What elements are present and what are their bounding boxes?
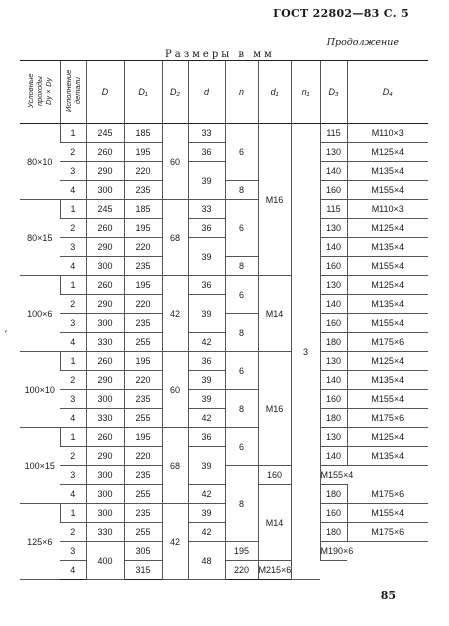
D1-cell: 235 — [124, 314, 162, 333]
D-cell: 260 — [86, 428, 124, 447]
D4-cell: M125×4 — [347, 143, 428, 162]
d-cell: 36 — [188, 428, 225, 447]
d-cell: 39 — [188, 504, 225, 523]
D4-cell: M125×4 — [347, 276, 428, 295]
D1-cell: 235 — [124, 466, 162, 485]
D3-cell: 140 — [320, 295, 347, 314]
table-row — [20, 143, 428, 162]
n-cell: 6 — [225, 276, 258, 314]
D4-cell: M155×4 — [347, 504, 428, 523]
D4-cell: M135×4 — [347, 238, 428, 257]
D1-cell: 235 — [124, 504, 162, 523]
table-row — [20, 542, 428, 561]
D-cell: 300 — [86, 485, 124, 504]
page-number: 85 — [380, 589, 396, 602]
variant-cell: 1 — [60, 124, 86, 143]
header-variant: Исполнение детали — [60, 61, 86, 124]
D3-cell: 140 — [320, 447, 347, 466]
variant-cell: 4 — [60, 333, 86, 352]
D4-cell: M125×4 — [347, 428, 428, 447]
D3-cell: 160 — [258, 466, 291, 485]
dimensions-table — [20, 60, 428, 580]
n-cell: 6 — [225, 124, 258, 181]
table-row — [20, 295, 428, 314]
D-cell: 330 — [86, 523, 124, 542]
D2-cell: 60 — [162, 352, 188, 428]
variant-cell: 1 — [60, 276, 86, 295]
variant-cell: 2 — [60, 295, 86, 314]
d-cell: 39 — [188, 371, 225, 390]
variant-cell: 3 — [60, 314, 86, 333]
table-row — [20, 409, 428, 428]
d-cell: 39 — [188, 390, 225, 409]
D-cell: 260 — [86, 276, 124, 295]
D3-cell: 130 — [320, 352, 347, 371]
D3-cell: 130 — [320, 276, 347, 295]
table-row — [20, 162, 428, 181]
D-cell: 300 — [86, 257, 124, 276]
header-nominal-passages: Условные проходы Dу×Dу — [20, 61, 60, 124]
variant-cell: 3 — [60, 390, 86, 409]
D1-cell: 195 — [124, 219, 162, 238]
variant-cell: 1 — [60, 200, 86, 219]
D3-cell: 130 — [320, 143, 347, 162]
D-cell: 300 — [86, 466, 124, 485]
nominal-passage-cell: 125×6 — [20, 504, 60, 580]
D1-cell: 220 — [124, 295, 162, 314]
nominal-passage-cell: 100×6 — [20, 276, 60, 352]
D1-cell: 185 — [124, 124, 162, 143]
D3-cell: 220 — [225, 561, 258, 580]
variant-cell: 2 — [60, 447, 86, 466]
document-code: ГОСТ 22802—83 С. 5 — [273, 7, 409, 20]
D3-cell: 180 — [320, 409, 347, 428]
D4-cell: M155×4 — [347, 257, 428, 276]
variant-cell: 1 — [60, 352, 86, 371]
variant-cell: 4 — [60, 409, 86, 428]
n-cell: 6 — [225, 428, 258, 466]
n-cell: 8 — [225, 181, 258, 200]
D-cell: 290 — [86, 238, 124, 257]
D4-cell: M215×6 — [258, 561, 291, 580]
header-D2: D₂ — [162, 61, 188, 124]
table-row — [20, 504, 428, 523]
D4-cell: M135×4 — [347, 295, 428, 314]
variant-cell: 3 — [60, 162, 86, 181]
D3-cell: 160 — [320, 314, 347, 333]
D-cell: 290 — [86, 447, 124, 466]
D3-cell: 130 — [320, 219, 347, 238]
d1-cell: M14 — [258, 485, 291, 561]
D1-cell: 195 — [124, 428, 162, 447]
variant-cell: 1 — [60, 504, 86, 523]
d-cell: 48 — [188, 542, 225, 580]
D-cell: 290 — [86, 371, 124, 390]
D-cell: 400 — [86, 542, 124, 580]
variant-cell: 2 — [60, 143, 86, 162]
continuation-label: Продолжение — [326, 37, 399, 48]
D-cell: 300 — [86, 314, 124, 333]
nominal-passage-cell: 100×15 — [20, 428, 60, 504]
header-d1: d₁ — [258, 61, 291, 124]
d1-cell: M16 — [258, 352, 291, 466]
table-row — [20, 390, 428, 409]
nominal-passage-cell: 80×10 — [20, 124, 60, 200]
header-D3: D₃ — [320, 61, 347, 124]
D1-cell: 255 — [124, 523, 162, 542]
D1-cell: 255 — [124, 333, 162, 352]
D1-cell: 220 — [124, 447, 162, 466]
D-cell: 300 — [86, 390, 124, 409]
D1-cell: 195 — [124, 352, 162, 371]
table-row — [20, 352, 428, 371]
D1-cell: 255 — [124, 485, 162, 504]
variant-cell: 1 — [60, 428, 86, 447]
D4-cell: M175×6 — [347, 523, 428, 542]
D-cell: 290 — [86, 162, 124, 181]
D1-cell: 235 — [124, 390, 162, 409]
n1-cell: 3 — [291, 124, 320, 580]
D4-cell: M135×4 — [347, 371, 428, 390]
d-cell: 36 — [188, 143, 225, 162]
scan-mark: ʻ — [4, 328, 8, 341]
d1-cell: M16 — [258, 124, 291, 276]
table-row — [20, 447, 428, 466]
table-row — [20, 428, 428, 447]
d-cell: 39 — [188, 238, 225, 276]
D2-cell: 60 — [162, 124, 188, 200]
D4-cell: M175×6 — [347, 409, 428, 428]
D1-cell: 220 — [124, 371, 162, 390]
D-cell: 245 — [86, 124, 124, 143]
variant-cell: 3 — [60, 238, 86, 257]
D-cell: 245 — [86, 200, 124, 219]
D4-cell: M110×3 — [347, 124, 428, 143]
table-header-row — [20, 61, 428, 124]
D4-cell: M125×4 — [347, 219, 428, 238]
d-cell: 42 — [188, 333, 225, 352]
D-cell: 300 — [86, 504, 124, 523]
D-cell: 330 — [86, 333, 124, 352]
variant-cell: 4 — [60, 181, 86, 200]
D4-cell: M175×6 — [347, 333, 428, 352]
D-cell: 300 — [86, 181, 124, 200]
d-cell: 42 — [188, 523, 225, 542]
variant-cell: 3 — [60, 542, 86, 561]
D4-cell: M125×4 — [347, 352, 428, 371]
n-cell: 8 — [225, 257, 258, 276]
header-D4: D₄ — [347, 61, 428, 124]
table-row — [20, 276, 428, 295]
D3-cell: 180 — [320, 333, 347, 352]
n-cell: 8 — [225, 390, 258, 428]
d-cell: 42 — [188, 409, 225, 428]
variant-cell: 4 — [60, 257, 86, 276]
d-cell: 33 — [188, 200, 225, 219]
d-cell: 33 — [188, 124, 225, 143]
D1-cell: 315 — [124, 561, 162, 580]
D3-cell: 160 — [320, 257, 347, 276]
D4-cell: M155×4 — [347, 181, 428, 200]
D3-cell: 115 — [320, 200, 347, 219]
D3-cell: 180 — [320, 523, 347, 542]
D3-cell: 160 — [320, 390, 347, 409]
D3-cell: 140 — [320, 371, 347, 390]
table-row — [20, 485, 428, 504]
table-row — [20, 124, 428, 143]
D3-cell: 130 — [320, 428, 347, 447]
n-cell: 8 — [225, 314, 258, 352]
D1-cell: 235 — [124, 257, 162, 276]
d-cell: 36 — [188, 219, 225, 238]
D4-cell: M135×4 — [347, 162, 428, 181]
table-row — [20, 200, 428, 219]
D3-cell: 160 — [320, 504, 347, 523]
header-n: n — [225, 61, 258, 124]
variant-cell: 4 — [60, 561, 86, 580]
D4-cell: M190×6 — [320, 542, 347, 561]
D-cell: 260 — [86, 219, 124, 238]
D-cell: 260 — [86, 143, 124, 162]
D3-cell: 160 — [320, 181, 347, 200]
d-cell: 36 — [188, 352, 225, 371]
D4-cell: M135×4 — [347, 447, 428, 466]
D-cell: 330 — [86, 409, 124, 428]
D3-cell: 180 — [320, 485, 347, 504]
D4-cell: M155×4 — [347, 314, 428, 333]
table-row — [20, 371, 428, 390]
D2-cell: 68 — [162, 200, 188, 276]
D2-cell: 68 — [162, 428, 188, 504]
table-row — [20, 219, 428, 238]
d-cell: 39 — [188, 295, 225, 333]
D-cell: 260 — [86, 352, 124, 371]
variant-cell: 2 — [60, 523, 86, 542]
d-cell: 42 — [188, 485, 225, 504]
header-D: D — [86, 61, 124, 124]
header-D1: D₁ — [124, 61, 162, 124]
variant-cell: 3 — [60, 466, 86, 485]
header-d: d — [188, 61, 225, 124]
D1-cell: 220 — [124, 162, 162, 181]
d-cell: 36 — [188, 276, 225, 295]
D4-cell: M175×6 — [347, 485, 428, 504]
D3-cell: 115 — [320, 124, 347, 143]
d1-cell: M14 — [258, 276, 291, 352]
d-cell: 39 — [188, 162, 225, 200]
D3-cell: 140 — [320, 238, 347, 257]
nominal-passage-cell: 80×15 — [20, 200, 60, 276]
D-cell: 290 — [86, 295, 124, 314]
nominal-passage-cell: 100×10 — [20, 352, 60, 428]
variant-cell: 2 — [60, 371, 86, 390]
D3-cell: 195 — [225, 542, 258, 561]
D1-cell: 195 — [124, 276, 162, 295]
n-cell: 6 — [225, 200, 258, 257]
D1-cell: 220 — [124, 238, 162, 257]
table-row — [20, 333, 428, 352]
D1-cell: 255 — [124, 409, 162, 428]
variant-cell: 4 — [60, 485, 86, 504]
table-row — [20, 238, 428, 257]
n-cell: 8 — [225, 466, 258, 542]
D1-cell: 185 — [124, 200, 162, 219]
d-cell: 39 — [188, 447, 225, 485]
D2-cell: 42 — [162, 276, 188, 352]
table-caption: Размеры в мм — [165, 49, 275, 60]
D1-cell: 235 — [124, 181, 162, 200]
n-cell: 6 — [225, 352, 258, 390]
D1-cell: 305 — [124, 542, 162, 561]
variant-cell: 2 — [60, 219, 86, 238]
D2-cell: 42 — [162, 504, 188, 580]
D3-cell: 140 — [320, 162, 347, 181]
D4-cell: M155×4 — [320, 466, 347, 485]
table-row — [20, 523, 428, 542]
D1-cell: 195 — [124, 143, 162, 162]
D4-cell: M155×4 — [347, 390, 428, 409]
D4-cell: M110×3 — [347, 200, 428, 219]
header-n1: n₁ — [291, 61, 320, 124]
